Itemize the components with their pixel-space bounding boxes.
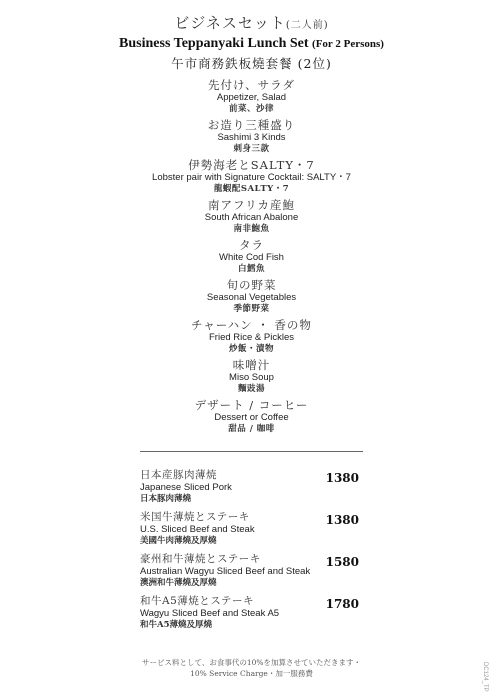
course-name-jp: お造り三種盛り	[207, 118, 296, 132]
section-divider	[140, 451, 363, 452]
main-name-jp: 和牛A5薄焼とステーキ	[140, 595, 255, 607]
course-name-cn: 刺身三款	[233, 144, 270, 154]
course-name-en: Dessert or Coffee	[214, 412, 289, 423]
main-name-en: Wagyu Sliced Beef and Steak A5	[140, 608, 280, 619]
course-item	[0, 199, 503, 239]
title-chinese: 午市商務鉄板燒套餐 (2位)	[171, 56, 332, 71]
course-name-jp: 南アフリカ産鮑	[208, 198, 295, 212]
course-name-en: Sashimi 3 Kinds	[217, 132, 286, 143]
title-japanese	[0, 14, 503, 35]
course-name-cn: 前菜、沙律	[228, 104, 274, 114]
course-name-jp: デザート / コーヒー	[194, 398, 309, 412]
main-price: 1380	[325, 513, 359, 527]
course-name-en: Seasonal Vegetables	[206, 292, 297, 303]
main-price: 1780	[325, 597, 359, 611]
main-name-en: U.S. Sliced Beef and Steak	[140, 524, 255, 535]
course-item	[0, 239, 503, 279]
course-name-cn: 季節野菜	[233, 304, 270, 314]
course-item	[0, 79, 503, 119]
course-name-jp: 先付け、サラダ	[208, 78, 295, 92]
course-name-cn: 南非鮑魚	[233, 224, 270, 234]
title-english-text: Business Teppanyaki Lunch Set	[119, 36, 309, 51]
main-course-list	[140, 469, 363, 637]
main-course-item	[140, 511, 363, 553]
course-name-jp: チャーハン ・ 香の物	[191, 318, 312, 332]
document-code: DC124_TP	[482, 662, 488, 692]
course-name-en: Appetizer, Salad	[216, 92, 287, 103]
course-name-cn: 甜品 / 咖啡	[228, 424, 275, 434]
main-name-cn: 日本豚肉薄燒	[140, 494, 192, 504]
course-name-en: Lobster pair with Signature Cocktail: SALTY・7	[152, 172, 351, 183]
course-item	[0, 159, 503, 199]
main-name-cn: 美國牛肉薄燒及厚燒	[140, 536, 217, 546]
course-name-jp: 味噌汁	[232, 358, 271, 372]
course-name-cn: 麵豉湯	[237, 384, 265, 394]
main-name-en: Australian Wagyu Sliced Beef and Steak	[140, 566, 311, 577]
course-name-en: White Cod Fish	[219, 252, 284, 263]
main-name-cn: 澳洲和牛薄燒及厚燒	[140, 578, 217, 588]
course-name-jp: タラ	[239, 238, 264, 252]
course-item	[0, 279, 503, 319]
title-japanese-note: (二人前)	[285, 20, 329, 31]
service-charge-en: 10% Service Charge・加一服務費	[190, 669, 313, 678]
title-japanese-text: ビジネスセット	[174, 14, 286, 32]
main-name-jp: 米国牛薄焼とステーキ	[140, 511, 250, 523]
course-item	[0, 399, 503, 439]
main-price: 1580	[325, 555, 359, 569]
main-course-item	[140, 469, 363, 511]
course-item	[0, 359, 503, 399]
course-name-cn: 龍蝦配SALTY・7	[213, 184, 290, 194]
service-charge-note	[0, 657, 503, 679]
course-name-cn: 白鱈魚	[237, 264, 265, 274]
main-course-item	[140, 595, 363, 637]
title-english	[0, 35, 503, 53]
main-price: 1380	[325, 471, 359, 485]
course-item	[0, 119, 503, 159]
menu-header	[0, 14, 503, 72]
course-name-jp: 伊勢海老とSALTY・7	[188, 158, 315, 172]
course-name-en: Fried Rice & Pickles	[209, 332, 294, 343]
main-course-item	[140, 553, 363, 595]
course-name-jp: 旬の野菜	[226, 278, 277, 292]
course-name-en: Miso Soup	[229, 372, 274, 383]
course-list	[0, 79, 503, 439]
course-item	[0, 319, 503, 359]
service-charge-jp: サービス料として、お食事代の10%を加算させていただきます・	[141, 658, 362, 667]
main-name-cn: 和牛A5薄燒及厚燒	[140, 620, 213, 630]
title-english-note: (For 2 Persons)	[312, 38, 384, 50]
main-name-jp: 豪州和牛薄焼とステーキ	[140, 553, 261, 565]
main-name-en: Japanese Sliced Pork	[140, 482, 232, 493]
course-name-cn: 炒飯・漬物	[228, 344, 274, 354]
main-name-jp: 日本産豚肉薄焼	[140, 469, 217, 481]
course-name-en: South African Abalone	[204, 212, 299, 223]
